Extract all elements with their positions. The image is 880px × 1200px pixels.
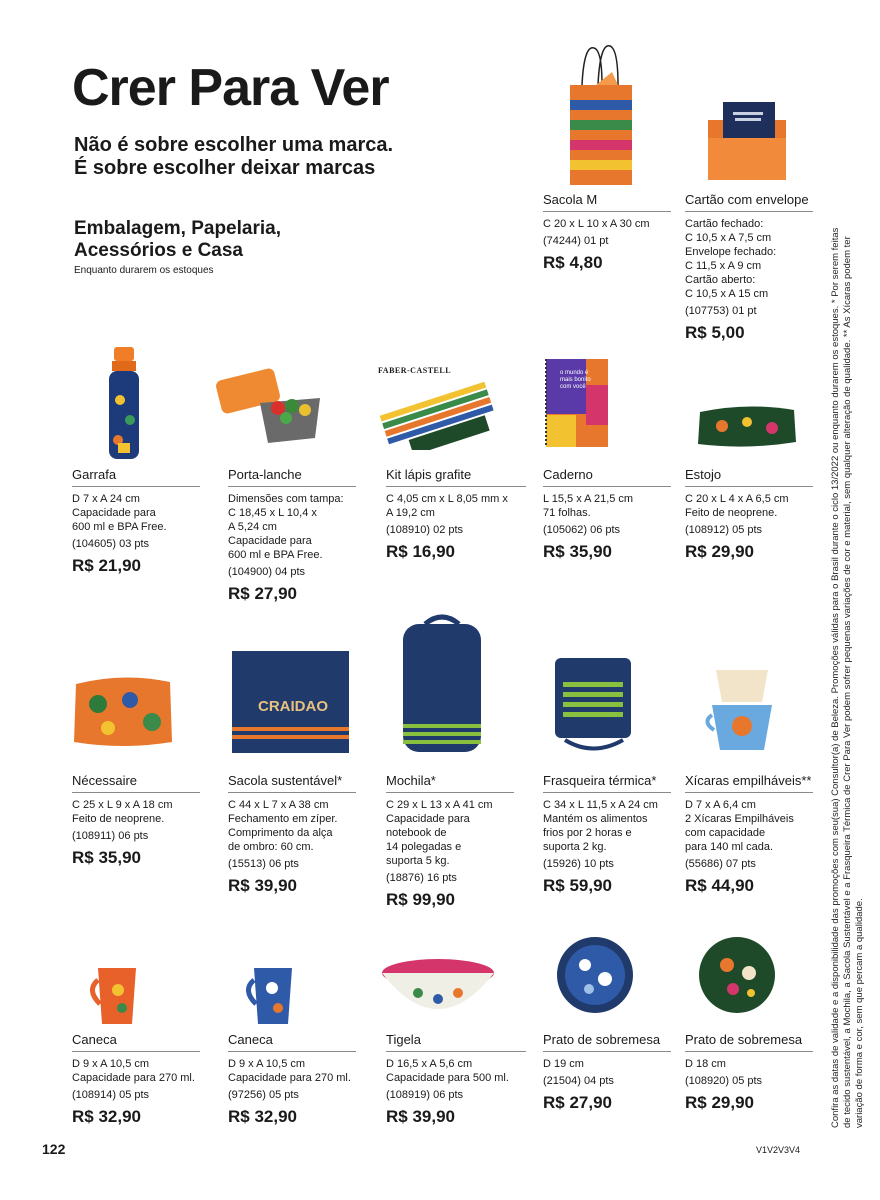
spec-line: D 9 x A 10,5 cm bbox=[72, 1058, 150, 1070]
spec-line: Cartão aberto: bbox=[685, 274, 756, 286]
spec-line: Capacidade para bbox=[386, 813, 470, 825]
section-note: Enquanto durarem os estoques bbox=[74, 265, 214, 276]
spec-line: A 19,2 cm bbox=[386, 507, 435, 519]
bowl-image bbox=[378, 955, 498, 1027]
tote-print-text: CRAIDAO bbox=[258, 698, 328, 715]
spec-line: Capacidade para 270 ml. bbox=[72, 1072, 195, 1084]
product-name: Sacola M bbox=[543, 192, 671, 212]
page-subtitle bbox=[74, 134, 494, 180]
product-mochila bbox=[386, 773, 514, 910]
mug-blue-image bbox=[240, 962, 304, 1030]
spec-line: D 9 x A 10,5 cm bbox=[228, 1058, 306, 1070]
spec-line: C 18,45 x L 10,4 x bbox=[228, 507, 317, 519]
product-code: (97256) 05 pts bbox=[228, 1089, 299, 1101]
spec-line: D 18 cm bbox=[685, 1058, 726, 1070]
paper-bag-image bbox=[560, 40, 640, 190]
spec-line: Cartão fechado: bbox=[685, 218, 764, 230]
spec-line: D 7 x A 24 cm bbox=[72, 493, 140, 505]
spec-line: 2 Xícaras Empilháveis bbox=[685, 813, 794, 825]
product-price: R$ 21,90 bbox=[72, 556, 141, 575]
spec-line: Capacidade para bbox=[72, 507, 156, 519]
spec-line: Capacidade para 500 ml. bbox=[386, 1072, 509, 1084]
spec-line: C 10,5 x A 15 cm bbox=[685, 288, 769, 300]
product-price: R$ 16,90 bbox=[386, 542, 455, 561]
pencil-kit-image bbox=[372, 378, 502, 450]
spec-line: C 20 x L 4 x A 6,5 cm bbox=[685, 493, 789, 505]
spec-line: C 10,5 x A 7,5 cm bbox=[685, 232, 772, 244]
product-specs bbox=[543, 217, 671, 231]
spec-line: C 20 x L 10 x A 30 cm bbox=[543, 218, 650, 230]
toiletry-bag-image bbox=[68, 670, 178, 750]
product-code: (21504) 04 pts bbox=[543, 1075, 614, 1087]
lunchbox-image bbox=[210, 368, 330, 448]
product-name: Sacola sustentável* bbox=[228, 773, 356, 793]
spec-line: D 16,5 x A 5,6 cm bbox=[386, 1058, 473, 1070]
product-name: Caneca bbox=[228, 1032, 356, 1052]
subtitle-line-2: É sobre escolher deixar marcas bbox=[74, 157, 376, 179]
faber-castell-logo: FABER-CASTELL bbox=[378, 366, 452, 375]
product-necessaire bbox=[72, 773, 200, 868]
spec-line: Mantém os alimentos bbox=[543, 813, 648, 825]
card-envelope-image bbox=[703, 98, 793, 183]
product-specs bbox=[72, 492, 200, 534]
product-price: R$ 27,90 bbox=[228, 584, 297, 603]
product-name: Xícaras empilháveis** bbox=[685, 773, 813, 793]
spec-line: suporta 2 kg. bbox=[543, 841, 607, 853]
product-price: R$ 5,00 bbox=[685, 323, 745, 342]
cooler-bag-image bbox=[545, 642, 640, 757]
spec-line: C 29 x L 13 x A 41 cm bbox=[386, 799, 493, 811]
spec-line: Capacidade para 270 ml. bbox=[228, 1072, 351, 1084]
product-specs bbox=[228, 798, 356, 854]
product-porta-lanche bbox=[228, 467, 356, 604]
product-specs bbox=[685, 492, 813, 520]
product-code: (104900) 04 pts bbox=[228, 566, 306, 578]
product-code: (108910) 02 pts bbox=[386, 524, 464, 536]
product-code: (108920) 05 pts bbox=[685, 1075, 763, 1087]
spec-line: de ombro: 60 cm. bbox=[228, 841, 314, 853]
mug-orange-image bbox=[84, 962, 148, 1030]
product-specs bbox=[228, 1057, 356, 1085]
spec-line: 600 ml e BPA Free. bbox=[228, 549, 323, 561]
product-price: R$ 29,90 bbox=[685, 1093, 754, 1112]
product-name: Garrafa bbox=[72, 467, 200, 487]
product-code: (104605) 03 pts bbox=[72, 538, 150, 550]
product-xicaras bbox=[685, 773, 813, 896]
product-code: (107753) 01 pt bbox=[685, 305, 757, 317]
product-specs bbox=[386, 1057, 526, 1085]
side-disclaimer bbox=[826, 98, 870, 1128]
subtitle-line-1: Não é sobre escolher uma marca. bbox=[74, 134, 394, 156]
product-price: R$ 32,90 bbox=[228, 1107, 297, 1126]
product-name: Kit lápis grafite bbox=[386, 467, 526, 487]
spec-line: para 140 ml cada. bbox=[685, 841, 774, 853]
product-name: Nécessaire bbox=[72, 773, 200, 793]
product-name: Prato de sobremesa bbox=[543, 1032, 671, 1052]
product-estojo bbox=[685, 467, 813, 562]
product-price: R$ 4,80 bbox=[543, 253, 603, 272]
section-line-2: Acessórios e Casa bbox=[74, 240, 243, 261]
product-specs bbox=[543, 798, 671, 854]
product-prato-1 bbox=[543, 1032, 671, 1113]
spec-line: D 7 x A 6,4 cm bbox=[685, 799, 756, 811]
product-caneca-1 bbox=[72, 1032, 200, 1127]
spec-line: D 19 cm bbox=[543, 1058, 584, 1070]
product-code: (15926) 10 pts bbox=[543, 858, 614, 870]
spec-line: C 4,05 cm x L 8,05 mm x bbox=[386, 493, 508, 505]
product-code: (108914) 05 pts bbox=[72, 1089, 150, 1101]
spec-line: 71 folhas. bbox=[543, 507, 591, 519]
stacking-cups-image bbox=[702, 660, 782, 755]
product-code: (55686) 07 pts bbox=[685, 858, 756, 870]
product-price: R$ 29,90 bbox=[685, 542, 754, 561]
product-price: R$ 99,90 bbox=[386, 890, 455, 909]
spec-line: L 15,5 x A 21,5 cm bbox=[543, 493, 634, 505]
disclaimer-line-1: Confira as datas de validade e a disponibilidade das promoções com seu(sua) Consultor(a) de Beleza. Promoções válidas para o Brasil durante o ciclo 13/2022 ou enquanto durarem os estoques. * Por serem feitas bbox=[830, 227, 841, 1128]
disclaimer-line-3: variação de forma e cor, sem que percam a qualidade. bbox=[854, 898, 865, 1128]
product-price: R$ 59,90 bbox=[543, 876, 612, 895]
pencil-case-image bbox=[692, 400, 802, 450]
product-name: Mochila* bbox=[386, 773, 514, 793]
notebook-cover-text: o mundo é mais bonito com você bbox=[560, 370, 591, 390]
product-specs bbox=[228, 492, 356, 562]
product-price: R$ 44,90 bbox=[685, 876, 754, 895]
bottle-image bbox=[104, 345, 144, 463]
page-number: 122 bbox=[42, 1141, 66, 1157]
product-price: R$ 35,90 bbox=[72, 848, 141, 867]
product-code: (108912) 05 pts bbox=[685, 524, 763, 536]
product-name: Estojo bbox=[685, 467, 813, 487]
product-price: R$ 39,90 bbox=[386, 1107, 455, 1126]
spec-line: 14 polegadas e bbox=[386, 841, 462, 853]
product-cartao-envelope bbox=[685, 192, 813, 343]
product-name: Caderno bbox=[543, 467, 671, 487]
spec-line: Feito de neoprene. bbox=[72, 813, 165, 825]
spec-line: Dimensões com tampa: bbox=[228, 493, 344, 505]
version-code: V1V2V3V4 bbox=[756, 1145, 801, 1155]
product-sacola-sustentavel bbox=[228, 773, 356, 896]
spec-line: A 5,24 cm bbox=[228, 521, 277, 533]
spec-line: Fechamento em zíper. bbox=[228, 813, 338, 825]
page-title: Crer Para Ver bbox=[72, 59, 389, 117]
product-price: R$ 35,90 bbox=[543, 542, 612, 561]
product-specs bbox=[685, 1057, 813, 1071]
spec-line: frios por 2 horas e bbox=[543, 827, 632, 839]
product-kit-lapis bbox=[386, 467, 526, 562]
product-name: Caneca bbox=[72, 1032, 200, 1052]
plate-blue-image bbox=[555, 935, 635, 1015]
backpack-image bbox=[395, 612, 490, 757]
spec-line: suporta 5 kg. bbox=[386, 855, 450, 867]
spec-line: com capacidade bbox=[685, 827, 766, 839]
product-name: Frasqueira térmica* bbox=[543, 773, 671, 793]
product-name: Porta-lanche bbox=[228, 467, 356, 487]
product-caderno bbox=[543, 467, 671, 562]
disclaimer-line-2: de tecido sustentável, a Mochila, a Sacola Sustentável e a Frasqueira Térmica de Crer Para Ver podem sofrer pequenas variações de cor e material, sem qualquer alteração de qualidade. ** As Xícaras podem ter bbox=[842, 236, 853, 1128]
spec-line: Comprimento da alça bbox=[228, 827, 333, 839]
product-price: R$ 27,90 bbox=[543, 1093, 612, 1112]
product-tigela bbox=[386, 1032, 526, 1127]
section-line-1: Embalagem, Papelaria, bbox=[74, 218, 281, 239]
product-frasqueira bbox=[543, 773, 671, 896]
product-specs bbox=[543, 1057, 671, 1071]
product-specs bbox=[386, 798, 514, 868]
product-code: (18876) 16 pts bbox=[386, 872, 457, 884]
product-price: R$ 32,90 bbox=[72, 1107, 141, 1126]
product-specs bbox=[685, 798, 813, 854]
product-code: (108911) 06 pts bbox=[72, 830, 149, 842]
product-specs bbox=[386, 492, 526, 520]
product-code: (15513) 06 pts bbox=[228, 858, 299, 870]
product-name: Cartão com envelope bbox=[685, 192, 813, 212]
product-garrafa bbox=[72, 467, 200, 576]
section-heading bbox=[74, 218, 374, 262]
product-prato-2 bbox=[685, 1032, 813, 1113]
product-code: (108919) 06 pts bbox=[386, 1089, 464, 1101]
product-name: Tigela bbox=[386, 1032, 526, 1052]
product-specs bbox=[543, 492, 671, 520]
spec-line: C 44 x L 7 x A 38 cm bbox=[228, 799, 329, 811]
spec-line: Envelope fechado: bbox=[685, 246, 777, 258]
product-price: R$ 39,90 bbox=[228, 876, 297, 895]
product-specs bbox=[72, 1057, 200, 1085]
plate-green-image bbox=[697, 935, 777, 1015]
product-caneca-2 bbox=[228, 1032, 356, 1127]
product-code: (105062) 06 pts bbox=[543, 524, 621, 536]
product-name: Prato de sobremesa bbox=[685, 1032, 813, 1052]
product-sacola-m bbox=[543, 192, 671, 273]
spec-line: C 11,5 x A 9 cm bbox=[685, 260, 762, 272]
spec-line: C 34 x L 11,5 x A 24 cm bbox=[543, 799, 658, 811]
product-specs bbox=[685, 217, 813, 301]
spec-line: C 25 x L 9 x A 18 cm bbox=[72, 799, 173, 811]
spec-line: Feito de neoprene. bbox=[685, 507, 778, 519]
product-specs bbox=[72, 798, 200, 826]
product-code: (74244) 01 pt bbox=[543, 235, 609, 247]
spec-line: 600 ml e BPA Free. bbox=[72, 521, 167, 533]
spec-line: Capacidade para bbox=[228, 535, 312, 547]
spec-line: notebook de bbox=[386, 827, 447, 839]
